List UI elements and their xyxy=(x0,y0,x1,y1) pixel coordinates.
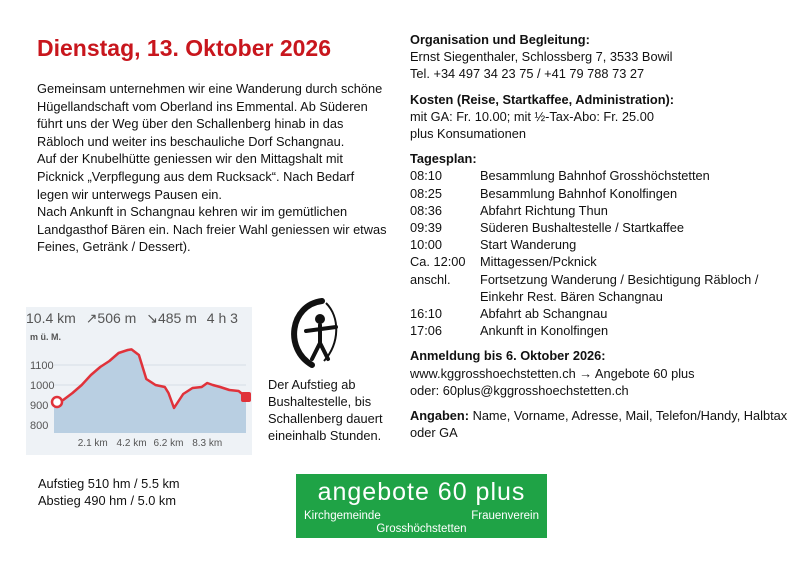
org-line: Tel. +34 497 34 23 75 / +41 79 788 73 27 xyxy=(410,66,645,82)
profile-stats xyxy=(26,310,244,327)
org-line: Ernst Siegenthaler, Schlossberg 7, 3533 Bowil xyxy=(410,49,673,65)
org-heading: Organisation und Begleitung: xyxy=(410,32,590,47)
costs-line: plus Konsumationen xyxy=(410,126,526,142)
plan-time: Ca. 12:00 xyxy=(410,254,466,270)
details-line xyxy=(410,407,790,441)
x-tick-label: 4.2 km xyxy=(116,438,147,449)
intro-paragraph: Auf der Knubelhütte geniessen wir den Mittagshalt mit Picknick „Verpflegung aus dem Rucksack“. Nach Bedarf legen wir unterwegs Pausen ein. xyxy=(37,151,355,202)
intro-text xyxy=(37,80,387,256)
plan-row xyxy=(410,271,790,305)
x-tick-label: 2.1 km xyxy=(77,438,108,449)
plan-time: 08:10 xyxy=(410,168,443,184)
plan-desc: Abfahrt ab Schangnau xyxy=(480,306,608,322)
plan-desc: Besammlung Bahnhof Konolfingen xyxy=(480,185,678,201)
plan-desc: Start Wanderung xyxy=(480,237,577,253)
plan-desc: Abfahrt Richtung Thun xyxy=(480,202,608,218)
ascent-descent-info xyxy=(38,475,180,509)
end-marker xyxy=(241,392,251,402)
plan-desc: Mittagessen/Pcknick xyxy=(480,254,597,270)
y-tick-label: 1100 xyxy=(30,360,54,372)
plan-time: 08:36 xyxy=(410,202,443,218)
profile-descent: ↘485 m xyxy=(146,310,197,326)
y-axis-label: m ü. M. xyxy=(30,332,61,342)
plan-time: 16:10 xyxy=(410,306,443,322)
plan-time: anschl. xyxy=(410,271,451,287)
plan-row xyxy=(410,167,790,184)
signup-website: www.kggrosshoechstetten.ch → Angebote 60 plus xyxy=(410,365,695,381)
plan-time: 17:06 xyxy=(410,323,443,339)
archer-logo-icon xyxy=(282,297,346,369)
profile-ascent: ↗506 m xyxy=(85,310,137,326)
plan-row xyxy=(410,219,790,236)
x-tick-label: 6.2 km xyxy=(153,438,184,449)
plan-row xyxy=(410,253,790,270)
plan-desc: Süderen Bushaltestelle / Startkaffee xyxy=(480,220,684,236)
badge-title: angebote 60 plus xyxy=(317,478,526,506)
plan-row xyxy=(410,305,790,322)
descent-line: Abstieg 490 hm / 5.0 km xyxy=(38,493,176,508)
x-tick-label: 8.3 km xyxy=(192,438,223,449)
signup-email: oder: 60plus@kggrosshoechstetten.ch xyxy=(410,382,629,398)
start-marker xyxy=(52,397,62,407)
plan-row xyxy=(410,185,790,202)
page-title: Dienstag, 13. Oktober 2026 xyxy=(37,35,332,61)
plan-row xyxy=(410,236,790,253)
plan-row xyxy=(410,322,790,339)
details-heading: Angaben: xyxy=(410,408,470,424)
plan-desc: Fortsetzung Wanderung / Besichtigung Räbloch / Einkehr Rest. Bären Schangnau xyxy=(480,271,759,304)
badge-left: Kirchgemeinde xyxy=(304,510,381,522)
y-tick-label: 900 xyxy=(30,400,49,412)
elevation-profile-chart xyxy=(26,307,252,455)
intro-paragraph: Nach Ankunft in Schangnau kehren wir im gemütlichen Landgasthof Bären ein. Nach freier Wahl geniessen wir etwas Feines, Getränk / Dessert). xyxy=(37,204,387,255)
plan-heading: Tagesplan: xyxy=(410,151,477,167)
plan-row xyxy=(410,202,790,219)
costs-heading: Kosten (Reise, Startkaffee, Administration): xyxy=(410,91,675,107)
info-column xyxy=(410,31,790,441)
profile-duration: 4 h 3 xyxy=(206,310,238,326)
y-tick-label: 1000 xyxy=(30,380,55,392)
angebote-badge-logo xyxy=(296,474,547,538)
badge-right: Frauenverein xyxy=(471,510,539,522)
signup-heading: Anmeldung bis 6. Oktober 2026: xyxy=(410,348,606,364)
plan-desc: Ankunft in Konolfingen xyxy=(480,323,609,339)
plan-time: 09:39 xyxy=(410,220,443,236)
y-tick-label: 800 xyxy=(30,420,49,432)
elevation-profile-svg xyxy=(26,307,252,455)
profile-distance: 10.4 km xyxy=(26,310,76,326)
plan-desc: Besammlung Bahnhof Grosshöchstetten xyxy=(480,168,710,184)
badge-center: Grosshöchstetten xyxy=(376,523,467,535)
ascent-line: Aufstieg 510 hm / 5.5 km xyxy=(38,476,180,491)
costs-line: mit GA: Fr. 10.00; mit ½-Tax-Abo: Fr. 25.00 xyxy=(410,108,654,124)
details-text: Name, Vorname, Adresse, Mail, Telefon/Handy, Halbtax oder GA xyxy=(410,408,788,441)
plan-time: 08:25 xyxy=(410,185,443,201)
intro-paragraph: Gemeinsam unternehmen wir eine Wanderung durch schöne Hügellandschaft vom Oberland ins Emmental. Ab Süderen führt uns der Weg über den Schallenberg hinab in das Räbloch und weiter ins beschauliche Dorf Schangnau. xyxy=(37,81,383,149)
ascent-caption: Der Aufstieg ab Bushaltestelle, bis Schallenberg dauert eineinhalb Stunden. xyxy=(268,377,383,443)
plan-time: 10:00 xyxy=(410,237,443,253)
